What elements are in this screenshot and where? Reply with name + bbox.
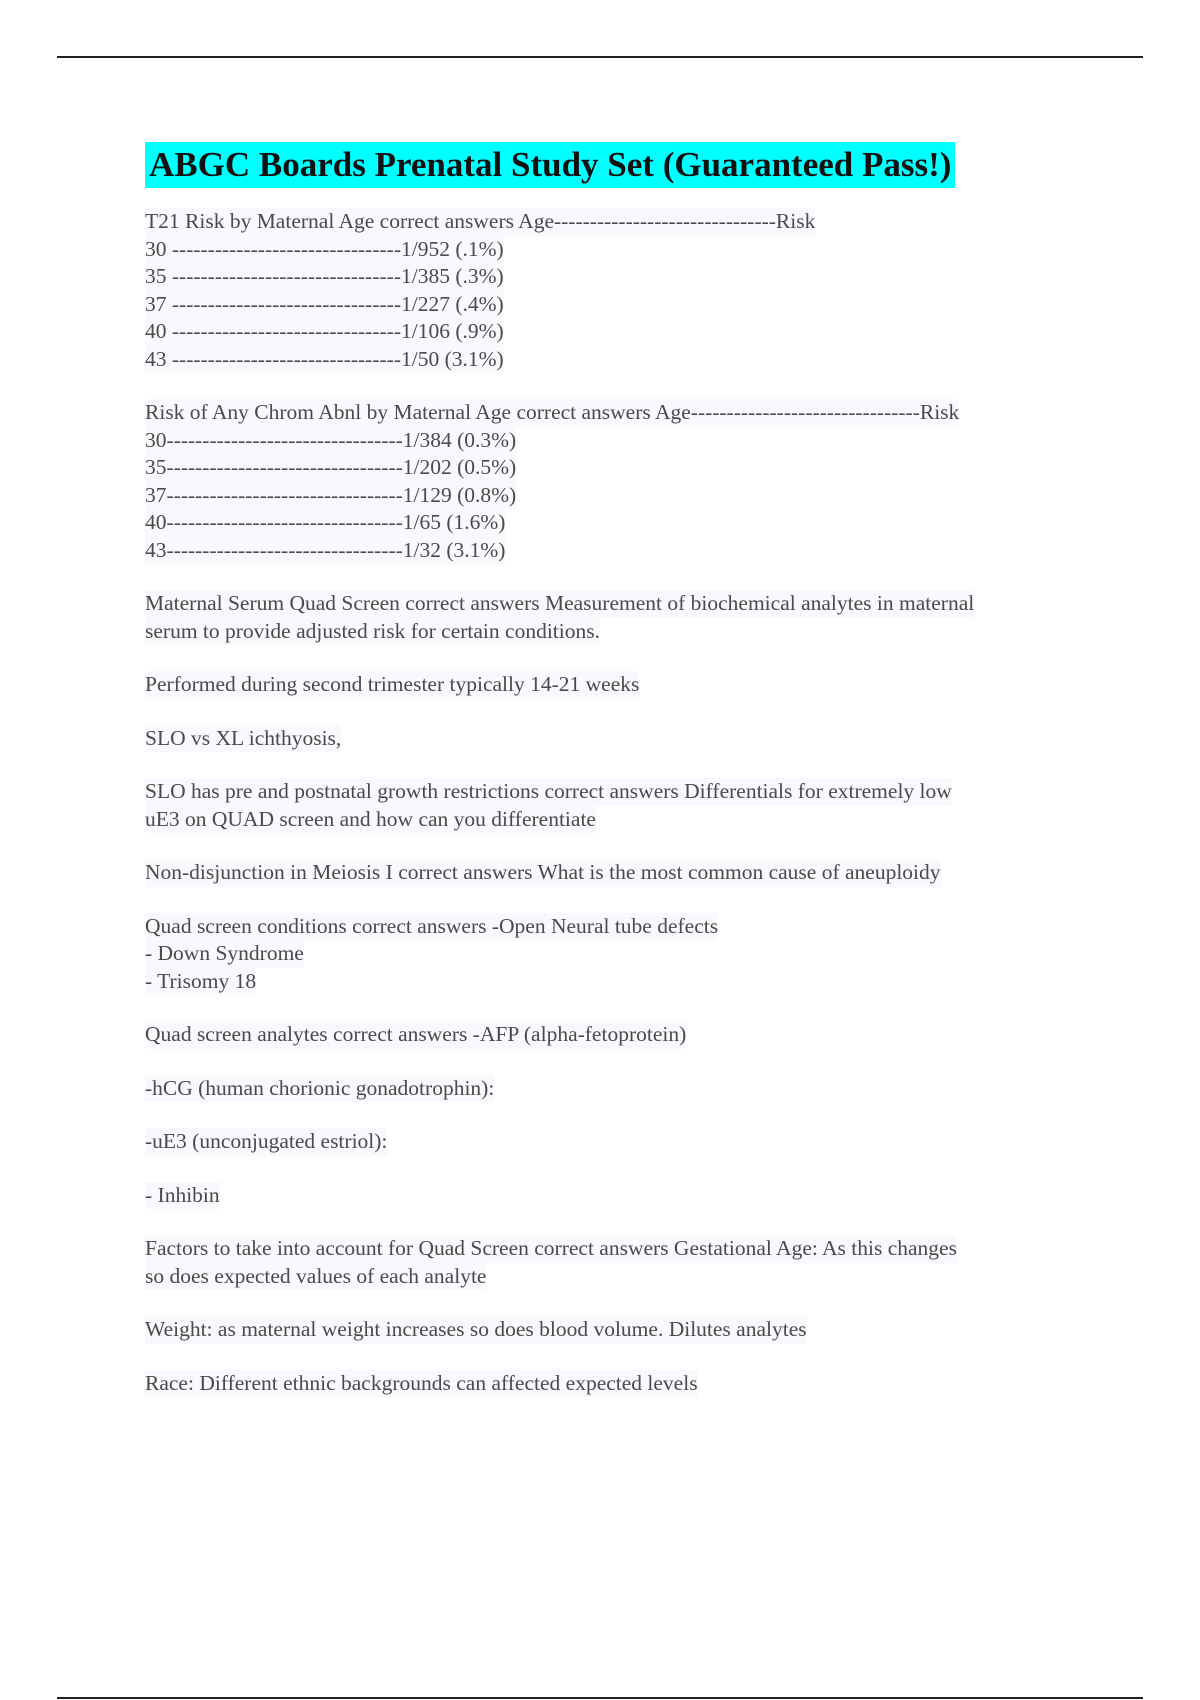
- paragraph: [145, 1075, 1105, 1103]
- document-body: [145, 142, 1105, 1423]
- document-title: ABGC Boards Prenatal Study Set (Guaranteed Pass!): [145, 142, 955, 188]
- text-line: Weight: as maternal weight increases so does blood volume. Dilutes analytes: [145, 1316, 807, 1344]
- paragraph: [145, 725, 1105, 753]
- paragraph: [145, 778, 1105, 833]
- paragraph: [145, 590, 1105, 645]
- text-line: -uE3 (unconjugated estriol):: [145, 1128, 387, 1156]
- paragraph: [145, 671, 1105, 699]
- paragraph: [145, 1021, 1105, 1049]
- paragraph: [145, 859, 1105, 887]
- header-rule: [57, 56, 1143, 58]
- text-line: SLO has pre and postnatal growth restrictions correct answers Differentials for extremely low: [145, 778, 952, 806]
- paragraph: [145, 1128, 1105, 1156]
- text-line: T21 Risk by Maternal Age correct answers Age-------------------------------Risk: [145, 208, 815, 236]
- text-line: 30---------------------------------1/384 (0.3%): [145, 427, 516, 455]
- text-line: uE3 on QUAD screen and how can you differentiate: [145, 806, 596, 834]
- footer-rule: [57, 1697, 1143, 1699]
- text-line: SLO vs XL ichthyosis,: [145, 725, 341, 753]
- text-line: Non-disjunction in Meiosis I correct answers What is the most common cause of aneuploidy: [145, 859, 941, 887]
- text-line: Performed during second trimester typically 14-21 weeks: [145, 671, 639, 699]
- text-line: Risk of Any Chrom Abnl by Maternal Age correct answers Age--------------------------------Risk: [145, 399, 959, 427]
- text-line: 37 --------------------------------1/227 (.4%): [145, 291, 504, 319]
- text-line: Quad screen conditions correct answers -Open Neural tube defects: [145, 913, 718, 941]
- text-line: Maternal Serum Quad Screen correct answers Measurement of biochemical analytes in maternal: [145, 590, 974, 618]
- document-blocks: [145, 208, 1105, 1397]
- text-line: 37---------------------------------1/129 (0.8%): [145, 482, 516, 510]
- text-line: Quad screen analytes correct answers -AFP (alpha-fetoprotein): [145, 1021, 686, 1049]
- text-line: so does expected values of each analyte: [145, 1263, 486, 1291]
- paragraph: [145, 1182, 1105, 1210]
- text-line: - Trisomy 18: [145, 968, 256, 996]
- paragraph: [145, 1316, 1105, 1344]
- text-line: 40---------------------------------1/65 (1.6%): [145, 509, 505, 537]
- paragraph: [145, 208, 1105, 373]
- text-line: 35---------------------------------1/202 (0.5%): [145, 454, 516, 482]
- text-line: 40 --------------------------------1/106 (.9%): [145, 318, 504, 346]
- text-line: - Down Syndrome: [145, 940, 304, 968]
- text-line: 30 --------------------------------1/952 (.1%): [145, 236, 504, 264]
- paragraph: [145, 1370, 1105, 1398]
- paragraph: [145, 913, 1105, 996]
- text-line: Factors to take into account for Quad Screen correct answers Gestational Age: As this changes: [145, 1235, 957, 1263]
- paragraph: [145, 1235, 1105, 1290]
- text-line: - Inhibin: [145, 1182, 220, 1210]
- text-line: 43---------------------------------1/32 (3.1%): [145, 537, 505, 565]
- text-line: serum to provide adjusted risk for certain conditions.: [145, 618, 600, 646]
- paragraph: [145, 399, 1105, 564]
- text-line: -hCG (human chorionic gonadotrophin):: [145, 1075, 494, 1103]
- text-line: Race: Different ethnic backgrounds can affected expected levels: [145, 1370, 698, 1398]
- text-line: 35 --------------------------------1/385 (.3%): [145, 263, 504, 291]
- text-line: 43 --------------------------------1/50 (3.1%): [145, 346, 504, 374]
